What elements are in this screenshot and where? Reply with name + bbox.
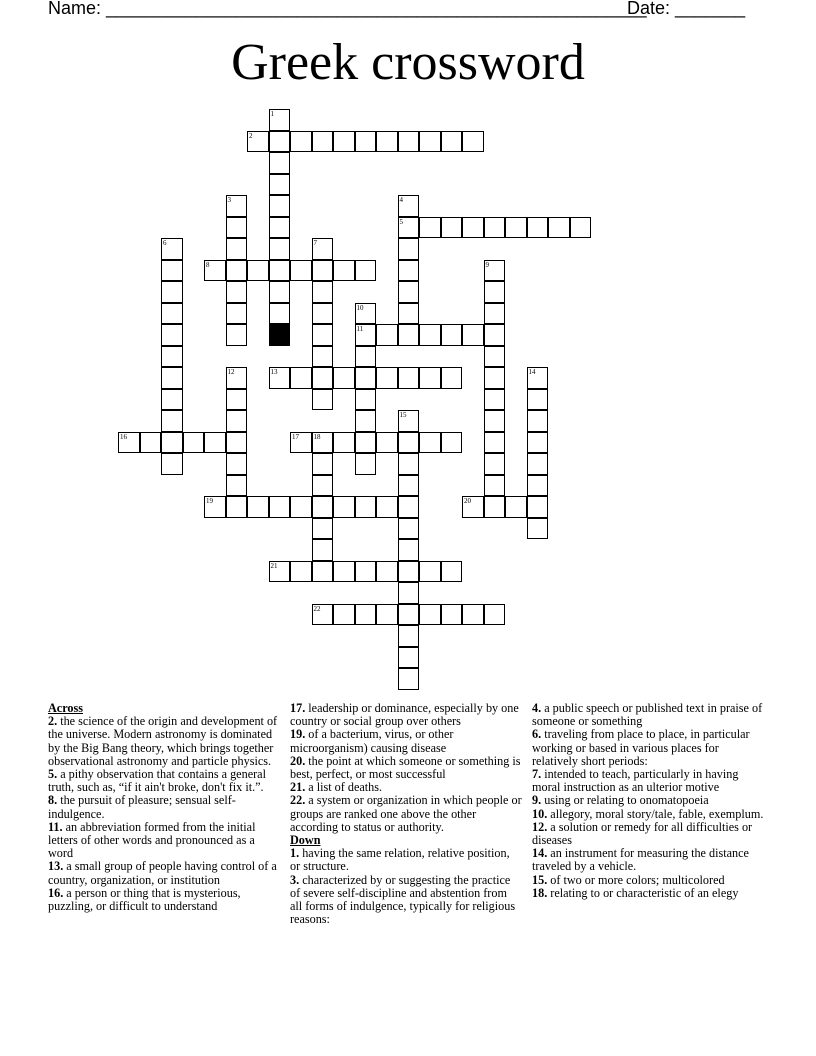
grid-cell[interactable]: [398, 324, 420, 346]
grid-cell[interactable]: [312, 303, 334, 325]
grid-cell[interactable]: [226, 496, 248, 518]
grid-cell[interactable]: [484, 410, 506, 432]
grid-cell[interactable]: [269, 496, 291, 518]
grid-cell[interactable]: [333, 604, 355, 626]
grid-cell[interactable]: [527, 432, 549, 454]
grid-cell[interactable]: [269, 152, 291, 174]
grid-cell[interactable]: [355, 346, 377, 368]
clue-number: 11: [356, 325, 364, 333]
grid-cell[interactable]: [398, 195, 420, 217]
grid-cell[interactable]: [484, 475, 506, 497]
grid-cell[interactable]: [161, 346, 183, 368]
grid-cell[interactable]: [355, 432, 377, 454]
down-heading: Down: [290, 833, 321, 848]
name-field-label: Name: ______________________________________________________: [48, 0, 647, 18]
grid-cell[interactable]: [312, 604, 334, 626]
grid-cell[interactable]: [269, 109, 291, 131]
grid-cell[interactable]: [376, 432, 398, 454]
clue-number: 2: [249, 131, 253, 140]
clue-number: 20: [464, 497, 471, 505]
grid-cell[interactable]: [398, 410, 420, 432]
clue-across-21: 21. a list of deaths.: [290, 780, 383, 795]
grid-cell[interactable]: [290, 131, 312, 153]
grid-cell[interactable]: [484, 367, 506, 389]
clue-across-8: 8. the pursuit of pleasure; sensual self-indulgence.: [48, 793, 236, 821]
grid-cell[interactable]: [312, 281, 334, 303]
clue-across-11: 11. an abbreviation formed from the initial letters of other words and pronounced as a word: [48, 819, 256, 861]
grid-cell[interactable]: [312, 561, 334, 583]
grid-cell[interactable]: [161, 260, 183, 282]
grid-cell[interactable]: [312, 432, 334, 454]
grid-cell[interactable]: [226, 475, 248, 497]
grid-cell[interactable]: [419, 604, 441, 626]
grid-cell[interactable]: [161, 281, 183, 303]
clue-column-1: [48, 702, 280, 913]
grid-cell[interactable]: [462, 324, 484, 346]
grid-cell[interactable]: [462, 217, 484, 239]
grid-cell[interactable]: [462, 496, 484, 518]
grid-cell[interactable]: [355, 496, 377, 518]
clue-number: 6: [163, 239, 167, 247]
clue-number: 14: [528, 368, 536, 376]
grid-cell[interactable]: [161, 238, 183, 260]
grid-cell[interactable]: [290, 432, 312, 454]
grid-cell[interactable]: [226, 453, 248, 475]
grid-cell[interactable]: [333, 260, 355, 282]
grid-cell[interactable]: [398, 668, 420, 690]
grid-cell[interactable]: [355, 303, 377, 325]
grid-cell[interactable]: [312, 324, 334, 346]
grid-cell[interactable]: [226, 303, 248, 325]
grid-cell[interactable]: [462, 131, 484, 153]
clue-down-7: 7. intended to teach, particularly in having moral instruction as an ulterior motive: [532, 767, 739, 795]
grid-cell[interactable]: [269, 303, 291, 325]
grid-cell[interactable]: [312, 131, 334, 153]
grid-cell[interactable]: [398, 131, 420, 153]
clue-number: 12: [227, 368, 235, 376]
grid-cell[interactable]: [226, 410, 248, 432]
grid-cell[interactable]: [269, 195, 291, 217]
grid-cell[interactable]: [505, 217, 527, 239]
grid-cell[interactable]: [226, 195, 248, 217]
grid-cell[interactable]: [226, 389, 248, 411]
grid-cell[interactable]: [226, 432, 248, 454]
clue-down-12: 12. a solution or remedy for all difficulties or diseases: [532, 819, 753, 848]
grid-cell[interactable]: [355, 561, 377, 583]
grid-cell[interactable]: [204, 260, 226, 282]
grid-cell[interactable]: [183, 432, 205, 454]
grid-cell[interactable]: [398, 518, 420, 540]
clue-down-14: 14. an instrument for measuring the distance traveled by a vehicle.: [532, 846, 749, 874]
clue-number: 4: [399, 196, 403, 204]
clue-number: 15: [399, 411, 407, 419]
clue-across-22: 22. a system or organization in which people or groups are ranked one above the other according to status or authority.: [290, 793, 522, 834]
grid-cell[interactable]: [419, 561, 441, 583]
clue-number: 1: [270, 110, 274, 118]
clue-down-1: 1. having the same relation, relative position, or structure.: [290, 846, 510, 874]
grid-cell[interactable]: [333, 432, 355, 454]
grid-cell[interactable]: [484, 217, 506, 239]
grid-cell[interactable]: [247, 260, 269, 282]
grid-cell[interactable]: [376, 496, 398, 518]
grid-cell[interactable]: [226, 281, 248, 303]
grid-cell[interactable]: [441, 604, 463, 626]
grid-cell[interactable]: [312, 367, 334, 389]
grid-cell[interactable]: [484, 453, 506, 475]
grid-cell[interactable]: [398, 539, 420, 561]
grid-cell[interactable]: [333, 496, 355, 518]
grid-cell[interactable]: [462, 604, 484, 626]
grid-cell[interactable]: [312, 496, 334, 518]
grid-cell[interactable]: [226, 217, 248, 239]
grid-cell[interactable]: [312, 260, 334, 282]
clue-across-20: 20. the point at which someone or something is best, perfect, or most successful: [290, 753, 521, 782]
grid-cell[interactable]: [355, 131, 377, 153]
grid-cell[interactable]: [484, 324, 506, 346]
grid-cell[interactable]: [441, 432, 463, 454]
clue-across-2: 2. the science of the origin and development of the universe. Modern astronomy is dominated by the Big Bang theory, which brings together observational astronomy and particle physics.: [48, 714, 278, 768]
clue-across-19: 19. of a bacterium, virus, or other microorganism) causing disease: [290, 727, 454, 755]
grid-cell[interactable]: [398, 453, 420, 475]
grid-cell[interactable]: [355, 410, 377, 432]
grid-cell[interactable]: [269, 281, 291, 303]
grid-cell[interactable]: [290, 260, 312, 282]
grid-cell[interactable]: [226, 260, 248, 282]
clue-number: 21: [270, 561, 278, 570]
grid-cell[interactable]: [269, 217, 291, 239]
clue-number: 3: [227, 196, 231, 204]
grid-cell[interactable]: [527, 389, 549, 411]
clue-number: 19: [206, 497, 213, 505]
grid-cell[interactable]: [161, 432, 183, 454]
grid-cell[interactable]: [398, 582, 420, 604]
grid-cell[interactable]: [269, 561, 291, 583]
grid-cell[interactable]: [333, 367, 355, 389]
grid-cell[interactable]: [140, 432, 162, 454]
date-field-label: Date: _______: [627, 0, 746, 18]
grid-cell[interactable]: [419, 324, 441, 346]
grid-cell[interactable]: [290, 496, 312, 518]
grid-cell[interactable]: [355, 453, 377, 475]
grid-cell[interactable]: [398, 496, 420, 518]
grid-cell[interactable]: [484, 496, 506, 518]
clue-down-10: 10. allegory, moral story/tale, fable, exemplum.: [532, 806, 764, 821]
grid-cell[interactable]: [312, 389, 334, 411]
grid-cell[interactable]: [376, 131, 398, 153]
grid-cell[interactable]: [376, 561, 398, 583]
grid-cell[interactable]: [484, 389, 506, 411]
clue-down-9: 9. using or relating to onomatopoeia: [532, 793, 709, 808]
clue-down-6: 6. traveling from place to place, in particular working or based in various places for relatively short periods:: [532, 727, 750, 768]
grid-cell[interactable]: [312, 453, 334, 475]
grid-cell[interactable]: [312, 475, 334, 497]
grid-cell[interactable]: [527, 496, 549, 518]
clue-number: 22: [313, 604, 321, 613]
grid-cell[interactable]: [269, 367, 291, 389]
grid-cell[interactable]: [161, 453, 183, 475]
grid-cell[interactable]: [398, 238, 420, 260]
grid-cell[interactable]: [398, 475, 420, 497]
grid-cell[interactable]: [333, 561, 355, 583]
grid-cell[interactable]: [398, 367, 420, 389]
grid-cell[interactable]: [398, 260, 420, 282]
grid-cell[interactable]: [398, 217, 420, 239]
clue-across-5: 5. a pithy observation that contains a general truth, such as, “if it ain't broke, don't fix it.”.: [48, 767, 266, 795]
grid-cell[interactable]: [527, 518, 549, 540]
grid-cell[interactable]: [527, 410, 549, 432]
grid-cell[interactable]: [484, 604, 506, 626]
clue-down-3: 3. characterized by or suggesting the practice of severe self-discipline and abstention from all forms of indulgence, typically for religious reasons:: [290, 872, 516, 927]
grid-cell[interactable]: [419, 217, 441, 239]
grid-cell[interactable]: [398, 561, 420, 583]
grid-cell[interactable]: [398, 647, 420, 669]
grid-cell[interactable]: [269, 260, 291, 282]
grid-cell[interactable]: [269, 131, 291, 153]
page-title: Greek crossword: [231, 34, 585, 91]
clue-number: 7: [313, 239, 317, 247]
grid-cell[interactable]: [376, 324, 398, 346]
grid-cell[interactable]: [161, 303, 183, 325]
grid-cell[interactable]: [118, 432, 140, 454]
grid-cell[interactable]: [484, 281, 506, 303]
grid-cell[interactable]: [333, 131, 355, 153]
grid-cell[interactable]: [527, 367, 549, 389]
clue-number: 18: [313, 432, 321, 441]
grid-cell[interactable]: [419, 432, 441, 454]
grid-cell[interactable]: [505, 496, 527, 518]
clue-down-15: 15. of two or more colors; multicolored: [532, 872, 725, 887]
grid-cell[interactable]: [355, 324, 377, 346]
grid-cell[interactable]: [226, 238, 248, 260]
grid-cell[interactable]: [441, 217, 463, 239]
grid-cell[interactable]: [441, 561, 463, 583]
clue-column-3: [532, 702, 764, 900]
grid-cell[interactable]: [269, 238, 291, 260]
grid-cell[interactable]: [312, 238, 334, 260]
clue-column-2: [290, 702, 522, 926]
clue-across-13: 13. a small group of people having control of a country, organization, or institution: [48, 859, 277, 887]
grid-cell[interactable]: [527, 217, 549, 239]
clue-down-4: 4. a public speech or published text in praise of someone or something: [532, 701, 763, 729]
grid-cell[interactable]: [312, 539, 334, 561]
grid-cell[interactable]: [312, 346, 334, 368]
grid-cell[interactable]: [527, 475, 549, 497]
grid-cell[interactable]: [161, 367, 183, 389]
grid-cell[interactable]: [548, 217, 570, 239]
grid-cell[interactable]: [441, 131, 463, 153]
grid-cell[interactable]: [484, 260, 506, 282]
grid-cell[interactable]: [247, 496, 269, 518]
grid-cell[interactable]: [398, 625, 420, 647]
grid-cell[interactable]: [376, 604, 398, 626]
clue-across-17: 17. leadership or dominance, especially by one country or social group over others: [290, 701, 519, 729]
grid-cell[interactable]: [441, 367, 463, 389]
grid-cell[interactable]: [398, 303, 420, 325]
grid-cell[interactable]: [355, 604, 377, 626]
across-heading: Across: [48, 701, 83, 715]
grid-cell[interactable]: [204, 496, 226, 518]
clue-down-18: 18. relating to or characteristic of an elegy: [532, 885, 739, 900]
clue-across-16: 16. a person or thing that is mysterious, puzzling, or difficult to understand: [48, 885, 241, 914]
black-square: [269, 324, 291, 346]
grid-cell[interactable]: [398, 432, 420, 454]
clue-number: 13: [270, 368, 278, 376]
grid-cell[interactable]: [355, 367, 377, 389]
clue-number: 17: [292, 432, 299, 441]
grid-cell[interactable]: [312, 518, 334, 540]
clue-number: 16: [120, 432, 127, 441]
grid-cell[interactable]: [570, 217, 592, 239]
grid-cell[interactable]: [484, 346, 506, 368]
grid-cell[interactable]: [161, 389, 183, 411]
grid-cell[interactable]: [398, 604, 420, 626]
grid-cell[interactable]: [419, 131, 441, 153]
grid-cell[interactable]: [247, 131, 269, 153]
grid-cell[interactable]: [484, 432, 506, 454]
grid-cell[interactable]: [290, 367, 312, 389]
grid-cell[interactable]: [290, 561, 312, 583]
clue-number: 5: [399, 217, 403, 226]
clue-number: 9: [485, 260, 489, 269]
grid-cell[interactable]: [398, 281, 420, 303]
clue-number: 8: [206, 260, 210, 269]
grid-cell[interactable]: [161, 324, 183, 346]
grid-cell[interactable]: [484, 303, 506, 325]
clue-number: 10: [356, 303, 364, 312]
grid-cell[interactable]: [161, 410, 183, 432]
grid-cell[interactable]: [355, 260, 377, 282]
grid-cell[interactable]: [269, 174, 291, 196]
grid-cell[interactable]: [204, 432, 226, 454]
grid-cell[interactable]: [226, 367, 248, 389]
grid-cell[interactable]: [527, 453, 549, 475]
grid-cell[interactable]: [355, 389, 377, 411]
grid-cell[interactable]: [226, 324, 248, 346]
grid-cell[interactable]: [376, 367, 398, 389]
grid-cell[interactable]: [419, 367, 441, 389]
grid-cell[interactable]: [441, 324, 463, 346]
